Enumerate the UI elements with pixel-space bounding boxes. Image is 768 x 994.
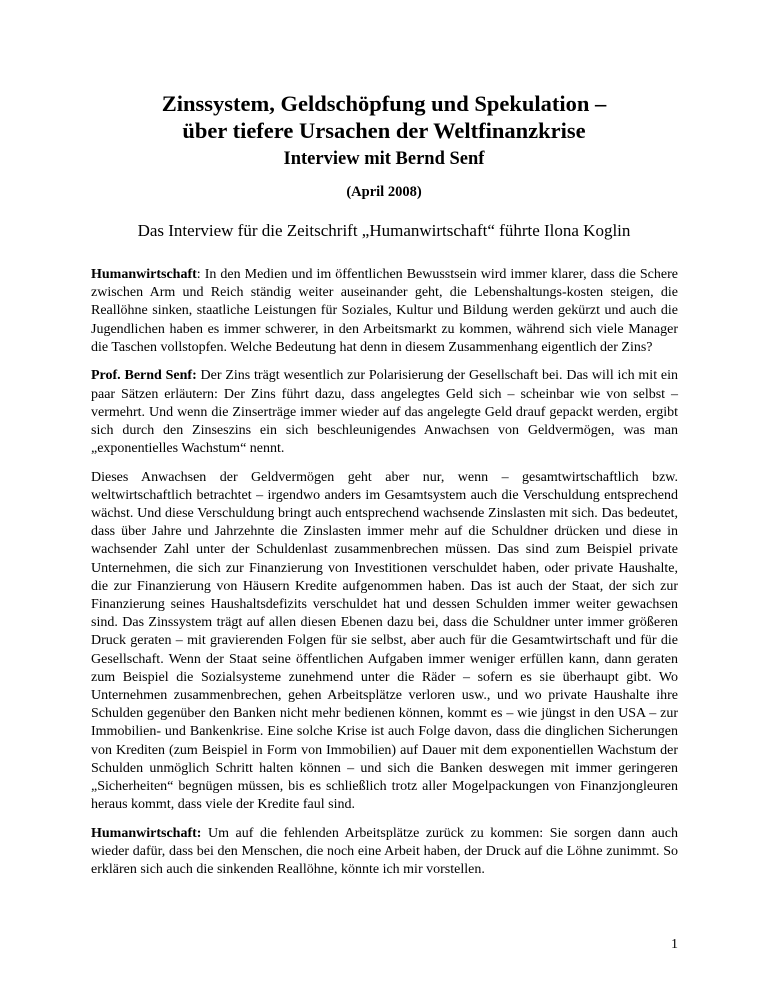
paragraph-text: Der Zins trägt wesentlich zur Polarisierung der Gesellschaft bei. Das will ich mit ein paar Sätzen erläutern: Der Zins führt dazu, dass angelegtes Geld sich – scheinbar wie von selbst – vermehrt. Und wenn die Zinserträge immer wieder auf das angelegte Geld drauf gepackt werden, ergibt sich durch den Zinseszins ein sich beschleunigendes Anwachsen von Geldvermögen, was man „exponentielles Wachstum“ nennt. [91,368,678,457]
paragraph [91,266,678,357]
document-date: (April 2008) [346,184,422,200]
paragraph [91,469,678,815]
document-body [91,266,678,890]
interview-credit: Das Interview für die Zeitschrift „Humanwirtschaft“ führte Ilona Koglin [137,221,631,240]
speaker-label: Prof. Bernd Senf: [91,368,197,384]
paragraph-text: Um auf die fehlenden Arbeitsplätze zurück zu kommen: Sie sorgen dann auch wieder dafür, dass bei den Menschen, die noch eine Arbeit haben, der Druck auf die Löhne zunimmt. So erklären sich auch die sinkenden Reallöhne, könnte ich mir vorstellen. [91,825,678,878]
paragraph-text: : In den Medien und im öffentlichen Bewusstsein wird immer klarer, dass die Schere zwischen Arm und Reich ständig weiter auseinander geht, die Lebenshaltungs-kosten steigen, die Reallöhne sinken, staatliche Leistungen für Soziales, Kultur und Bildung werden gekürzt und auch die Jugendlichen haben es immer schwerer, in den Arbeitsmarkt zu kommen, während sich viele Manager die Taschen vollstopfen. Welche Bedeutung hat denn in diesem Zusammenhang eigentlich der Zins? [91,267,678,355]
speaker-label: Humanwirtschaft [91,267,197,282]
paragraph [91,825,678,880]
paragraph [91,367,678,458]
page-number: 1 [671,937,678,952]
document-subtitle: Interview mit Bernd Senf [283,149,485,169]
title-line-2: über tiefere Ursachen der Weltfinanzkrise [182,118,586,143]
speaker-label: Humanwirtschaft: [91,825,202,841]
document-title [84,90,684,144]
title-line-1: Zinssystem, Geldschöpfung und Spekulation – [161,91,607,116]
paragraph-text: Dieses Anwachsen der Geldvermögen geht aber nur, wenn – gesamtwirtschaftlich bzw. weltwirtschaftlich betrachtet – irgendwo anders im Gesamtsystem auch die Verschuldung entsprechend wächst. Und diese Verschuldung bringt auch entsprechend wachsende Zinslasten mit sich. Das bedeutet, dass über Jahre und Jahrzehnte die Zinslasten immer mehr auf die Schuldner drücken und diese in wachsender Zahl unter der Schuldenlast zusammenbrechen müssen. Das sind zum Beispiel private Unternehmen, die sich zur Finanzierung von Investitionen verschuldet haben, oder private Haushalte, die zur Finanzierung von Häusern Kredite aufgenommen haben. Das ist auch der Staat, der sich zur Finanzierung seines Haushaltsdefizits verschuldet hat und dessen Schulden immer weiter gewachsen sind. Das Zinssystem trägt auf allen diesen Ebenen dazu bei, dass die Schuldner unter immer größeren Druck geraten – mit gravierenden Folgen für sie selbst, aber auch für die Gesamtwirtschaft und für die Gesellschaft. Wenn der Staat seine öffentlichen Aufgaben immer weniger erfüllen kann, dann geraten zum Beispiel die Sozialsysteme zunehmend unter die Räder – sofern es sie überhaupt gibt. Wo Unternehmen zusammenbrechen, gehen Arbeitsplätze verloren usw., und wo private Haushalte ihre Schulden gegenüber den Banken nicht mehr bedienen können, kommt es – wie jüngst in den USA – zur Immobilien- und Bankenkrise. Eine solche Krise ist auch Folge davon, dass die dinglichen Sicherungen von Krediten (zum Beispiel in Form von Immobilien) auf Dauer mit dem exponentiellen Wachstum der Schulden unmöglich Schritt halten können – und sich die Banken deswegen mit immer geringeren „Sicherheiten“ begnügen müssen, bis es schließlich trotz aller Mogelpackungen von Finanzjongleuren heraus kommt, dass viele der Kredite faul sind. [91,469,678,813]
